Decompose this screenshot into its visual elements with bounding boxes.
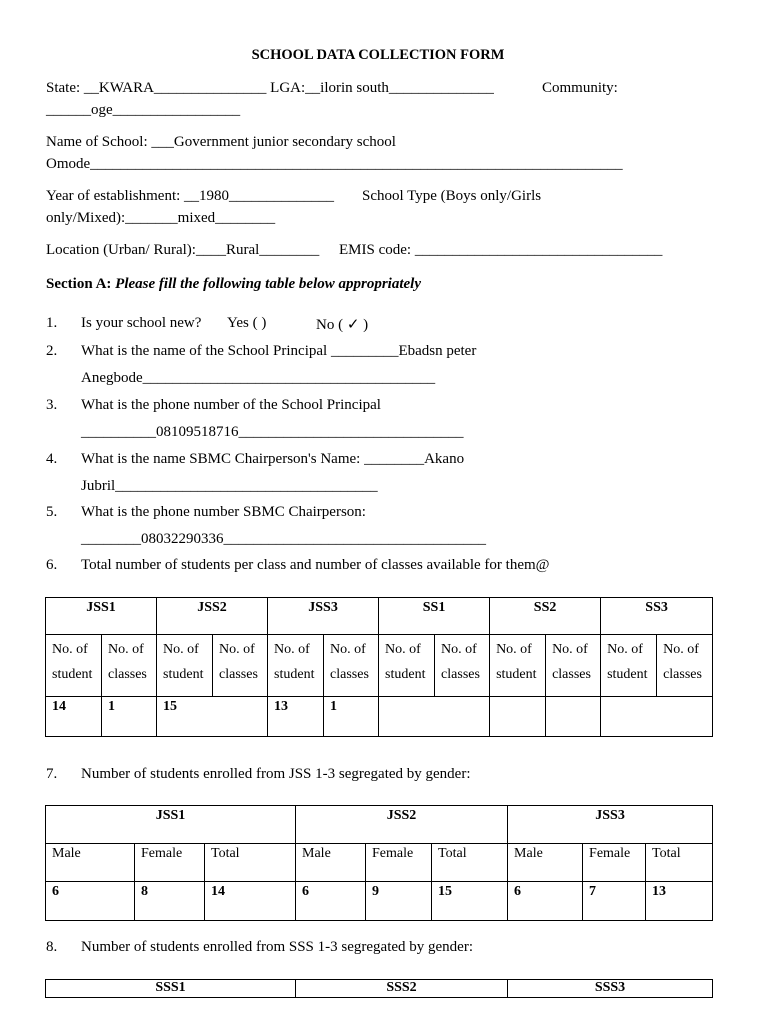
q1-text: Is your school new? (81, 315, 202, 331)
sub-total: Total (205, 844, 296, 882)
table-cell (546, 697, 601, 737)
table-header-row (46, 598, 713, 635)
table-cell: 14 (205, 882, 296, 921)
sub-students: No. of student (379, 635, 435, 697)
table-cell (379, 697, 490, 737)
table-cell: 6 (46, 882, 135, 921)
table-cell (490, 697, 546, 737)
table-cell: 9 (366, 882, 432, 921)
table-cell: 1 (102, 697, 157, 737)
q4-number: 4. (46, 451, 58, 467)
header-jss1: JSS1 (46, 598, 157, 635)
table-cell: 13 (646, 882, 713, 921)
school-type-label: School Type (Boys only/Girls (362, 188, 542, 204)
q2-number: 2. (46, 343, 58, 359)
q1-number: 1. (46, 315, 58, 331)
q4-line-1: What is the name SBMC Chairperson's Name: ________Akano (81, 451, 465, 467)
table-subheader-row (46, 635, 713, 697)
header-sss1: SSS1 (46, 980, 296, 998)
q4-line-2: Jubril___________________________________ (81, 478, 378, 494)
table-cell: 8 (135, 882, 205, 921)
sub-male: Male (46, 844, 135, 882)
q5-line-1: What is the phone number SBMC Chairperson: (81, 504, 366, 520)
sub-female: Female (366, 844, 432, 882)
table-cell: 14 (46, 697, 102, 737)
q1-yes-option: Yes ( ) (227, 315, 267, 331)
q3-line-1: What is the phone number of the School Principal (81, 397, 381, 413)
sub-classes: No. of classes (213, 635, 268, 697)
q8-number: 8. (46, 939, 58, 955)
table-row (46, 697, 713, 737)
header-ss1: SS1 (379, 598, 490, 635)
q2-line-2: Anegbode_______________________________________ (81, 370, 436, 386)
section-instruction: Please fill the following table below appropriately (115, 276, 421, 292)
table-cell: 15 (157, 697, 268, 737)
section-label: Section A: (46, 276, 112, 292)
header-sss3: SSS3 (508, 980, 713, 998)
school-type-value: only/Mixed):_______mixed________ (46, 210, 276, 226)
sub-students: No. of student (46, 635, 102, 697)
table-subheader-row (46, 844, 713, 882)
school-name-line-2: Omode_______________________________________________________________________ (46, 156, 623, 172)
q2-line-1: What is the name of the School Principal _________Ebadsn peter (81, 343, 477, 359)
form-title: SCHOOL DATA COLLECTION FORM (251, 47, 505, 63)
q8-text: Number of students enrolled from SSS 1-3 segregated by gender: (81, 939, 473, 955)
sub-total: Total (646, 844, 713, 882)
sub-classes: No. of classes (657, 635, 713, 697)
jss-gender-table (45, 805, 713, 921)
q3-number: 3. (46, 397, 58, 413)
location-line: Location (Urban/ Rural):____Rural________ (46, 242, 320, 258)
header-ss3: SS3 (601, 598, 713, 635)
year-of-establishment: Year of establishment: __1980______________ (46, 188, 335, 204)
sub-students: No. of student (157, 635, 213, 697)
q7-number: 7. (46, 766, 58, 782)
sub-classes: No. of classes (102, 635, 157, 697)
header-jss2: JSS2 (296, 806, 508, 844)
community-value: ______oge_________________ (46, 102, 241, 118)
sub-classes: No. of classes (546, 635, 601, 697)
header-jss2: JSS2 (157, 598, 268, 635)
sub-students: No. of student (601, 635, 657, 697)
table-header-row (46, 806, 713, 844)
table-cell: 6 (296, 882, 366, 921)
classes-table (45, 597, 713, 737)
sub-classes: No. of classes (435, 635, 490, 697)
table-cell (601, 697, 713, 737)
sub-male: Male (508, 844, 583, 882)
community-label: Community: (542, 80, 618, 96)
header-jss3: JSS3 (268, 598, 379, 635)
q3-line-2: __________08109518716______________________________ (81, 424, 464, 440)
table-cell: 6 (508, 882, 583, 921)
sub-total: Total (432, 844, 508, 882)
header-jss3: JSS3 (508, 806, 713, 844)
q6-number: 6. (46, 557, 58, 573)
q5-number: 5. (46, 504, 58, 520)
q7-text: Number of students enrolled from JSS 1-3 segregated by gender: (81, 766, 471, 782)
q6-text: Total number of students per class and number of classes available for them@ (81, 557, 550, 573)
header-jss1: JSS1 (46, 806, 296, 844)
emis-code-line: EMIS code: _________________________________ (339, 242, 663, 258)
sub-students: No. of student (490, 635, 546, 697)
table-header-row (46, 980, 713, 998)
sub-students: No. of student (268, 635, 324, 697)
table-cell: 15 (432, 882, 508, 921)
school-name-line: Name of School: ___Government junior secondary school (46, 134, 396, 150)
header-ss2: SS2 (490, 598, 601, 635)
q5-line-2: ________08032290336___________________________________ (81, 531, 486, 547)
table-row (46, 882, 713, 921)
table-cell: 13 (268, 697, 324, 737)
table-cell: 7 (583, 882, 646, 921)
sub-male: Male (296, 844, 366, 882)
sub-female: Female (135, 844, 205, 882)
sub-female: Female (583, 844, 646, 882)
q1-no-option: No ( ✓ ) (316, 317, 369, 333)
sss-gender-table (45, 979, 713, 998)
header-sss2: SSS2 (296, 980, 508, 998)
table-cell: 1 (324, 697, 379, 737)
sub-classes: No. of classes (324, 635, 379, 697)
section-a-heading (46, 276, 421, 293)
state-lga-line: State: __KWARA_______________ LGA:__ilorin south______________ (46, 80, 494, 96)
